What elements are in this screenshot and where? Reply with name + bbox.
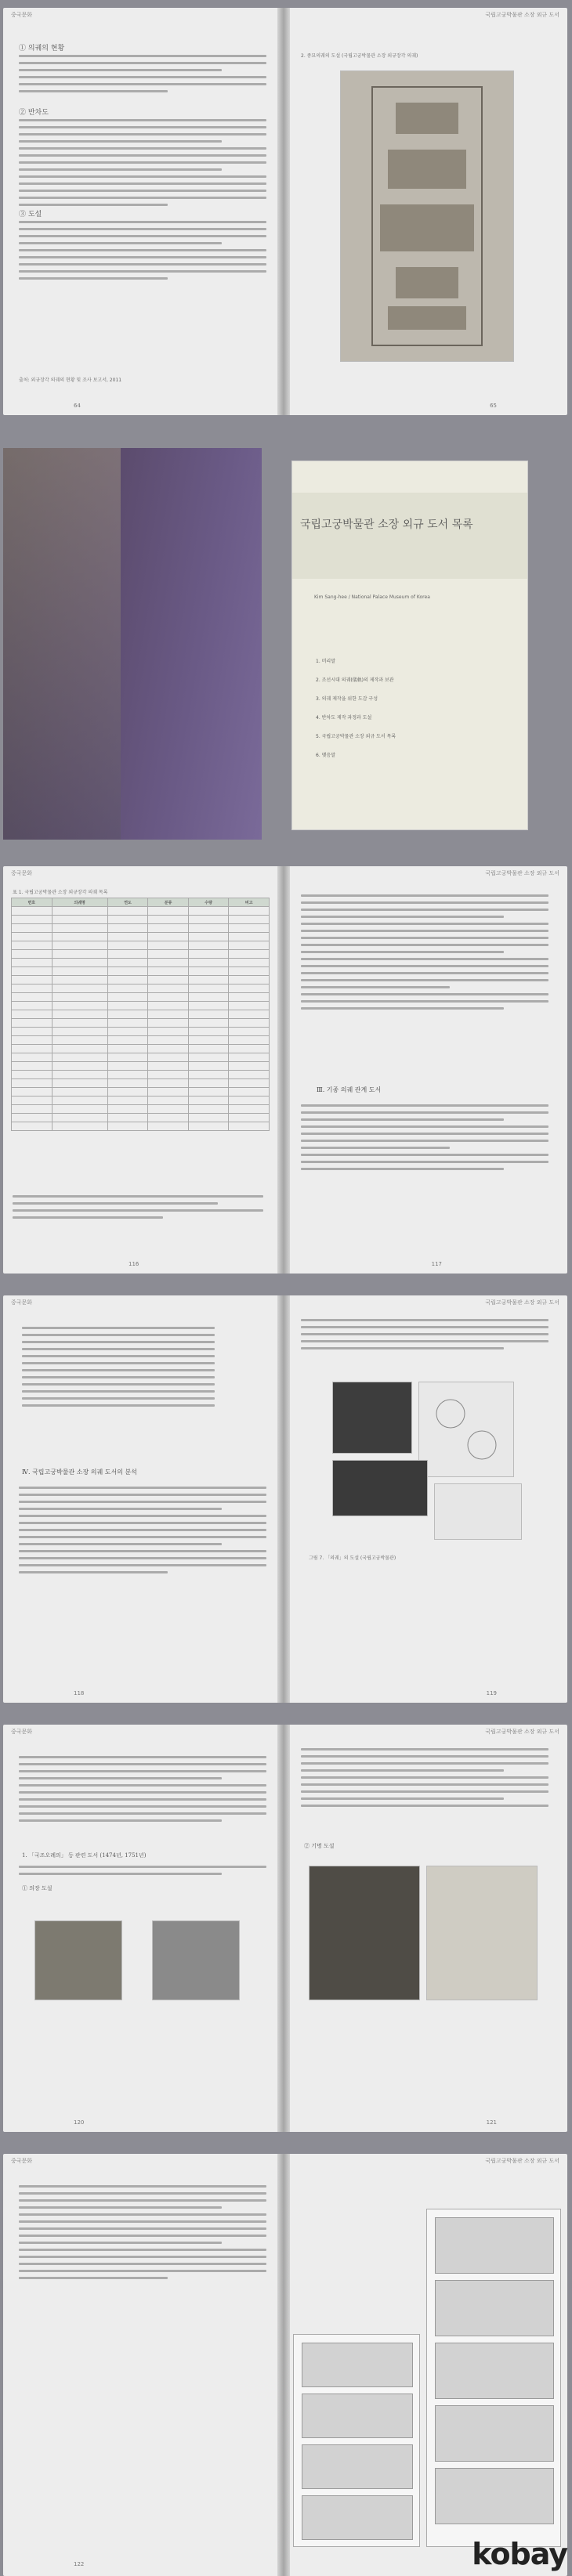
right-page [285, 8, 567, 415]
engraving-photo [332, 1382, 412, 1454]
table-row [12, 967, 270, 976]
figure-caption: 그림 7. 「의궤」의 도설 (국립고궁박물관) [309, 1555, 396, 1561]
page-number: 65 [490, 403, 497, 409]
book-gutter [277, 866, 290, 1274]
book-spread-1 [0, 0, 572, 429]
table-title: 표 1. 국립고궁박물관 소장 외규장각 의궤 목록 [13, 890, 108, 895]
section-heading: ① 의궤의 현황 [19, 45, 65, 52]
artifact-photo [34, 1920, 122, 2000]
table-row [12, 976, 270, 985]
book-gutter [277, 1295, 290, 1703]
table-row [12, 1122, 270, 1131]
book-spread-2 [0, 429, 572, 858]
book-spread-6 [0, 2146, 572, 2576]
toc-item: 2. 조선시대 의궤(儀軌)의 제작과 보관 [316, 677, 394, 683]
drawing-figure [426, 1866, 538, 2000]
chapter-title-page [291, 461, 528, 830]
table-row [12, 1036, 270, 1045]
table-row [12, 985, 270, 993]
page-number: 122 [74, 2561, 85, 2567]
table-header: 의궤명 [52, 898, 107, 907]
table-row [12, 916, 270, 924]
toc-item: 1. 머리말 [316, 659, 336, 664]
page-number: 120 [74, 2119, 85, 2126]
purple-landscape-page [3, 448, 262, 840]
subheading: ② 기명 도설 [304, 1843, 335, 1849]
running-head: 국립고궁박물관 소장 외규 도서 [485, 870, 559, 876]
running-head: 중국문화 [11, 12, 33, 18]
page-number: 121 [486, 2119, 497, 2126]
table-row [12, 933, 270, 941]
book-gutter [277, 8, 290, 415]
book-spread-3 [0, 858, 572, 1288]
left-page [3, 1295, 282, 1703]
left-page [3, 866, 282, 1274]
left-page [3, 2154, 282, 2576]
table-row [12, 959, 270, 967]
running-head: 국립고궁박물관 소장 외규 도서 [485, 12, 559, 18]
table-row [12, 907, 270, 916]
table-row [12, 1079, 270, 1088]
figure-caption: 2. 종묘의궤의 도설 (국립고궁박물관 소장 외규장각 의궤) [301, 53, 418, 59]
section-heading: ③ 도설 [19, 211, 42, 219]
toc-item: 6. 맺음말 [316, 753, 336, 758]
section-heading: ② 반차도 [19, 109, 49, 117]
right-page [285, 1295, 567, 1703]
toc-item: 3. 의궤 제작을 위한 도감 구성 [316, 696, 378, 702]
table-row [12, 950, 270, 959]
right-page [285, 1725, 567, 2132]
subheading: ① 의장 도설 [22, 1885, 52, 1891]
page-number: 118 [74, 1690, 85, 1696]
page-number: 116 [129, 1261, 139, 1267]
table-row [12, 1019, 270, 1028]
table-header: 연도 [107, 898, 148, 907]
table-row [12, 1010, 270, 1019]
right-page [285, 866, 567, 1274]
table-row [12, 993, 270, 1002]
table-row [12, 1088, 270, 1097]
table-row [12, 1028, 270, 1036]
table-row [12, 1105, 270, 1114]
architecture-drawing-icon [341, 71, 513, 361]
table-header: 번호 [12, 898, 52, 907]
table-row [12, 924, 270, 933]
table-row [12, 1071, 270, 1079]
running-head: 국립고궁박물관 소장 외규 도서 [485, 1299, 559, 1306]
catalog-table [11, 898, 270, 1131]
book-gutter [277, 1725, 290, 2132]
book-gutter [277, 2154, 290, 2576]
running-head: 중국문화 [11, 870, 33, 876]
drawing-figure [434, 1483, 522, 1540]
table-row [12, 1002, 270, 1010]
section-heading: Ⅲ. 기종 의궤 관계 도서 [317, 1086, 382, 1093]
running-head: 중국문화 [11, 1729, 33, 1735]
table-row [12, 1053, 270, 1062]
running-head: 국립고궁박물관 소장 외규 도서 [485, 2158, 559, 2164]
table-row [12, 941, 270, 950]
table-header: 수량 [188, 898, 229, 907]
running-head: 국립고궁박물관 소장 외규 도서 [485, 1729, 559, 1735]
page-number: 119 [486, 1690, 497, 1696]
page-number: 117 [431, 1261, 442, 1267]
watermark-logo: kobay [472, 2537, 567, 2571]
footnote: 출처: 외규장각 의궤의 현황 및 조사 보고서, 2011 [19, 378, 122, 383]
table-row [12, 1097, 270, 1105]
subheading: 1. 「국조오례의」 등 관련 도서 (1474년, 1751년) [22, 1852, 147, 1859]
running-head: 중국문화 [11, 2158, 33, 2164]
title-band [292, 493, 527, 579]
engraving-photo [332, 1460, 428, 1516]
page-number: 64 [74, 403, 81, 409]
artifact-photo [152, 1920, 240, 2000]
table-header-row [12, 898, 270, 907]
table-header: 분류 [148, 898, 189, 907]
table-row [12, 1045, 270, 1053]
toc-item: 5. 국립고궁박물관 소장 외규 도서 목록 [316, 734, 396, 739]
table-header: 비고 [229, 898, 270, 907]
table-row [12, 1114, 270, 1122]
landscape-painting [3, 448, 121, 840]
toc-item: 4. 반차도 제작 과정과 도설 [316, 715, 372, 721]
drawing-sheet-right [426, 2209, 561, 2547]
section-heading: Ⅳ. 국립고궁박물관 소장 의궤 도서의 분석 [22, 1469, 137, 1476]
left-page [3, 8, 282, 415]
left-page [3, 1725, 282, 2132]
table-row [12, 1062, 270, 1071]
palace-plan-figure [340, 70, 514, 362]
book-spread-5 [0, 1717, 572, 2146]
author-line: Kim Sang-hee / National Palace Museum of Korea [314, 594, 430, 600]
right-page [285, 2154, 567, 2576]
book-spread-4 [0, 1288, 572, 1717]
drawing-figure [418, 1382, 514, 1477]
chapter-title: 국립고궁박물관 소장 외규 도서 목록 [300, 518, 473, 531]
ornament-icon [419, 1382, 513, 1476]
artifact-photo [309, 1866, 420, 2000]
running-head: 중국문화 [11, 1299, 33, 1306]
drawing-sheet-left [293, 2334, 420, 2547]
